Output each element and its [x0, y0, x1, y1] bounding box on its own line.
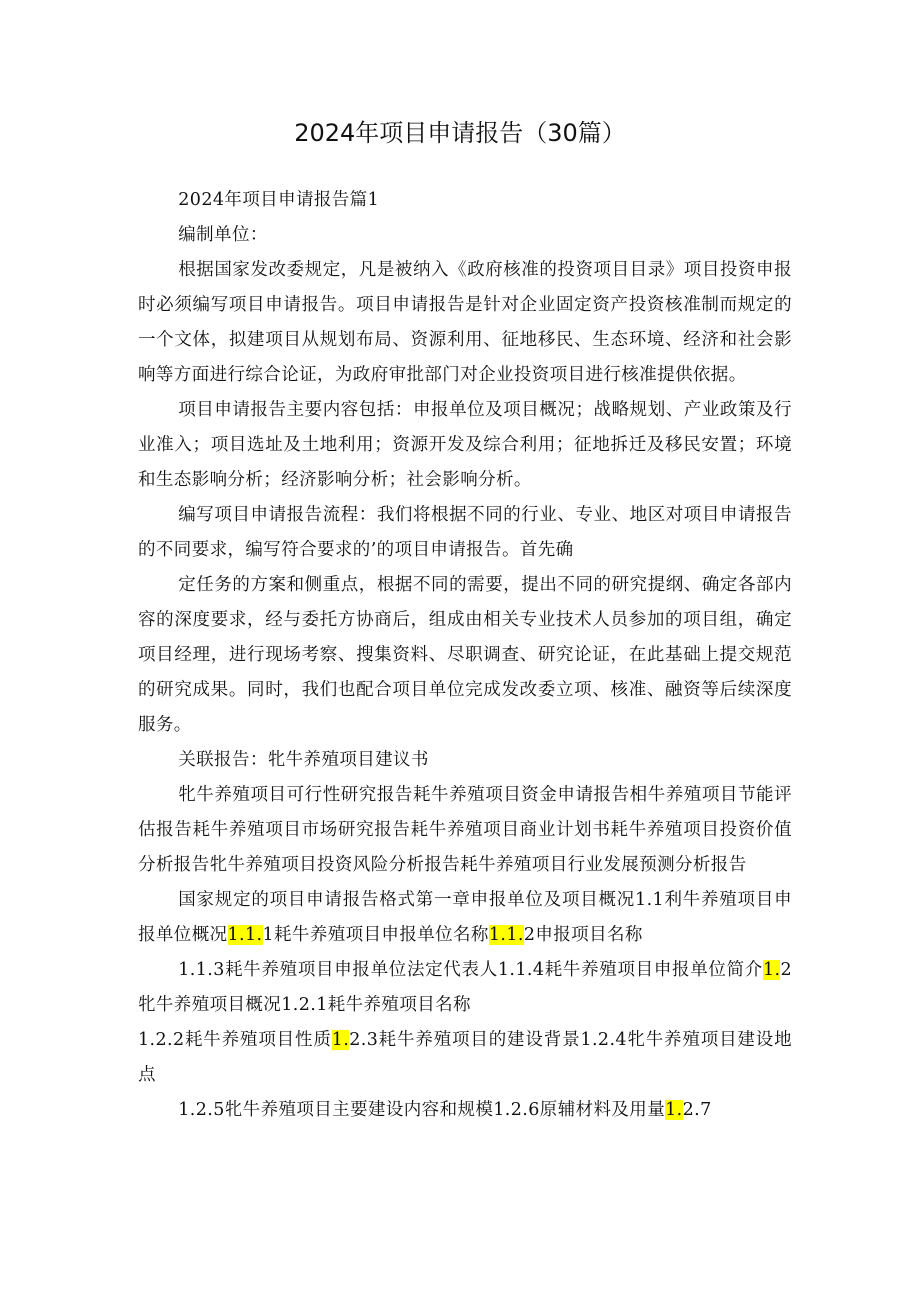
- toc-text: 2申报项目名称: [523, 925, 643, 945]
- document-body: [138, 183, 792, 1128]
- toc-text: 2牝牛养殖项目概况1.2.1耗牛养殖项目名称: [138, 960, 792, 1015]
- toc-paragraph: [138, 953, 792, 1023]
- toc-paragraph: [138, 1023, 792, 1093]
- paragraph: 牝牛养殖项目可行性研究报告耗牛养殖项目资金申请报告相牛养殖项目节能评估报告耗牛养殖项目市场研究报告耗牛养殖项目商业计划书耗牛养殖项目投资价值分析报告牝牛养殖项目投资风险分析报告耗牛养殖项目行业发展预测分析报告: [138, 785, 792, 875]
- toc-text: 1.2.2耗牛养殖项目性质: [138, 1030, 332, 1050]
- toc-text: 2.7: [682, 1100, 712, 1120]
- paragraph: 项目申请报告主要内容包括：申报单位及项目概况；战略规划、产业政策及行业准入；项目选址及土地利用；资源开发及综合利用；征地拆迁及移民安置；环境和生态影响分析；经济影响分析；社会影响分析。: [138, 400, 792, 490]
- toc-text: 1耗牛养殖项目申报单位名称: [262, 925, 489, 945]
- toc-text: 1.2.5牝牛养殖项目主要建设内容和规模1.2.6原辅材料及用量: [178, 1100, 666, 1120]
- toc-text: 国家规定的项目申请报告格式第一章申报单位及项目概况1.1利牛养殖项目申报单位概况: [138, 890, 792, 945]
- paragraph: 根据国家发改委规定，凡是被纳入《政府核准的投资项目目录》项目投资申报时必须编写项目申请报告。项目申请报告是针对企业固定资产投资核准制而规定的一个文体，拟建项目从规划布局、资源利用、征地移民、生态环境、经济和社会影响等方面进行综合论证，为政府审批部门对企业投资项目进行核准提供依据。: [138, 260, 792, 385]
- paragraph: 编写项目申请报告流程：我们将根据不同的行业、专业、地区对项目申请报告的不同要求，编写符合要求的’的项目申请报告。首先确: [138, 505, 792, 560]
- highlighted-text: 1.1.: [227, 925, 263, 945]
- highlighted-text: 1.: [665, 1100, 683, 1120]
- paragraph: 定任务的方案和侧重点，根据不同的需要，提出不同的研究提纲、确定各部内容的深度要求，经与委托方协商后，组成由相关专业技术人员参加的项目组，确定项目经理，进行现场考察、搜集资料、尽职调查、研究论证，在此基础上提交规范的研究成果。同时，我们也配合项目单位完成发改委立项、核准、融资等后续深度服务。: [138, 575, 792, 735]
- toc-text: 2.3耗牛养殖项目的建设背景1.2.4牝牛养殖项目建设地点: [138, 1030, 793, 1085]
- highlighted-text: 1.: [762, 960, 781, 980]
- highlighted-text: 1.: [331, 1030, 350, 1050]
- paragraph: 关联报告：牝牛养殖项目建议书: [178, 750, 429, 770]
- document-title: 2024年项目申请报告（30篇）: [294, 119, 626, 147]
- toc-paragraph: [138, 1093, 792, 1128]
- paragraph: 编制单位：: [178, 225, 268, 245]
- highlighted-text: 1.1.: [488, 925, 524, 945]
- section-heading: 2024年项目申请报告篇1: [178, 190, 380, 210]
- toc-text: 1.1.3耗牛养殖项目申报单位法定代表人1.1.4耗牛养殖项目申报单位简介: [178, 960, 763, 980]
- toc-paragraph: [138, 883, 792, 953]
